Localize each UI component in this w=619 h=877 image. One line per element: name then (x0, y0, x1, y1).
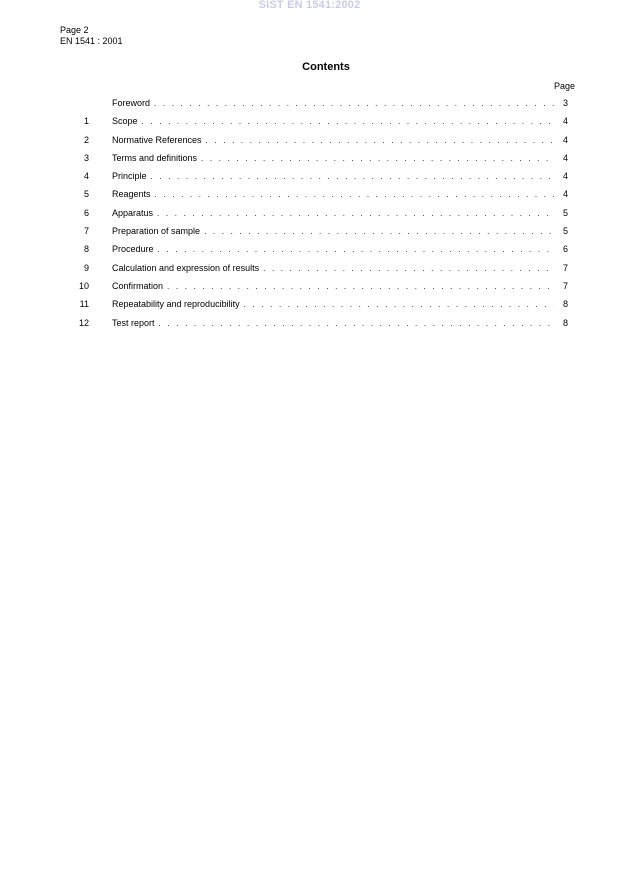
toc-entry[interactable] (60, 278, 568, 296)
toc-entry-page: 5 (562, 226, 568, 237)
toc-entry[interactable] (60, 296, 568, 314)
toc-entry-label: Repeatability and reproducibility (112, 299, 240, 310)
toc-dot-leader (158, 242, 554, 258)
toc-entry[interactable] (60, 260, 568, 278)
toc-entry-label: Foreword (112, 98, 151, 108)
toc-entry-page: 4 (562, 134, 568, 145)
toc-entry-label: Test report (112, 317, 155, 328)
watermark: SIST EN 1541:2002 (258, 0, 361, 11)
toc-entry-label: Confirmation (112, 280, 164, 291)
page-header (60, 25, 123, 47)
toc-entry-number: 8 (83, 244, 89, 255)
toc-dot-leader (159, 316, 554, 332)
toc-entry-number: 4 (83, 171, 89, 182)
toc-entry-number: 2 (83, 134, 89, 145)
toc-entry-page: 3 (562, 98, 568, 108)
toc-entry-label: Apparatus (112, 207, 154, 218)
toc-entry[interactable] (60, 113, 568, 131)
toc-entry-page: 7 (562, 280, 568, 291)
toc-dot-leader (244, 297, 554, 313)
toc-entry-number: 12 (78, 317, 89, 328)
toc-entry-page: 8 (562, 317, 568, 328)
toc-entry-label: Normative References (112, 134, 202, 145)
toc-dot-leader (167, 279, 554, 295)
toc-entry[interactable] (60, 315, 568, 333)
toc-entry-label: Procedure (112, 244, 154, 255)
toc-title: Contents (302, 61, 350, 73)
toc-entry-page: 4 (562, 116, 568, 127)
toc-entry-label: Scope (112, 116, 138, 127)
toc-entry-number: 10 (78, 280, 89, 291)
toc-entry-number: 7 (83, 226, 89, 237)
toc-dot-leader (155, 187, 554, 203)
toc-dot-leader (157, 206, 554, 222)
table-of-contents (60, 95, 568, 333)
standard-reference: EN 1541 : 2001 (60, 36, 123, 46)
toc-entry-number: 1 (83, 116, 89, 127)
toc-entry-number: 9 (83, 262, 89, 273)
toc-entry-page: 4 (562, 171, 568, 182)
toc-entry[interactable] (60, 132, 568, 150)
toc-dot-leader (151, 169, 554, 185)
toc-dot-leader (201, 151, 554, 167)
toc-dot-leader (206, 133, 554, 149)
toc-entry[interactable] (60, 223, 568, 241)
toc-entry[interactable] (60, 150, 568, 168)
toc-entry-label: Terms and definitions (112, 152, 198, 163)
toc-entry[interactable] (60, 205, 568, 223)
toc-entry-page: 4 (562, 152, 568, 163)
page-column-label: Page (554, 81, 576, 91)
toc-entry-number: 5 (83, 189, 89, 200)
toc-entry-page: 4 (562, 189, 568, 200)
toc-dot-leader (142, 114, 554, 130)
toc-entry-page: 8 (562, 299, 568, 310)
toc-entry[interactable] (60, 241, 568, 259)
toc-entry-number: 6 (83, 207, 89, 218)
toc-entry-label: Preparation of sample (112, 226, 201, 237)
toc-entry-page: 6 (562, 244, 568, 255)
toc-entry[interactable] (60, 168, 568, 186)
toc-dot-leader (263, 261, 554, 277)
toc-dot-leader (154, 96, 554, 112)
toc-dot-leader (204, 224, 554, 240)
toc-entry[interactable] (60, 186, 568, 204)
toc-entry-label: Reagents (112, 189, 151, 200)
toc-entry-page: 5 (562, 207, 568, 218)
toc-entry-number: 3 (83, 152, 89, 163)
toc-entry-page: 7 (562, 262, 568, 273)
toc-entry[interactable] (60, 95, 568, 113)
page-number: Page 2 (60, 25, 89, 35)
toc-entry-label: Calculation and expression of results (112, 262, 260, 273)
toc-entry-number: 11 (79, 299, 89, 310)
toc-entry-label: Principle (112, 171, 147, 182)
